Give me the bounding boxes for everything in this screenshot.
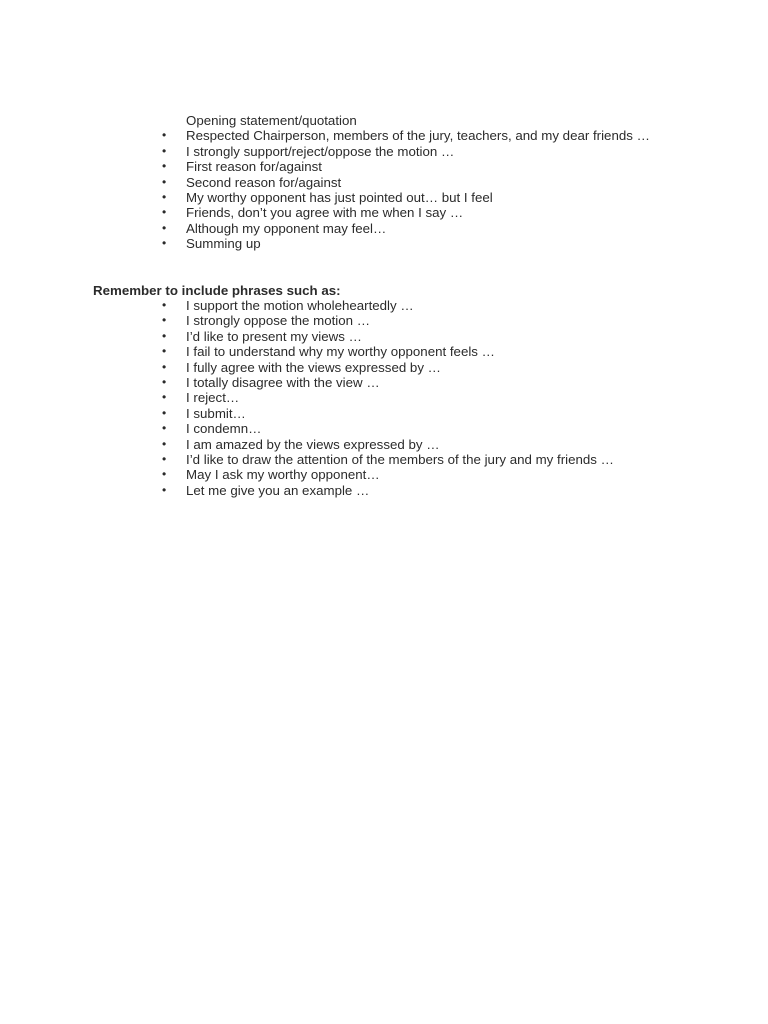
list-item-text: I totally disagree with the view …: [186, 375, 380, 391]
bullet: •: [162, 482, 167, 497]
list-item-text: I fully agree with the views expressed by …: [186, 359, 441, 375]
list-item: [162, 406, 682, 421]
bullet: •: [162, 220, 167, 235]
bullet: •: [162, 359, 167, 374]
list-item: [162, 483, 682, 498]
phrases-list: [162, 298, 682, 498]
list-item: [162, 452, 682, 467]
bullet: •: [162, 236, 167, 251]
list-item: [162, 175, 682, 190]
bullet: •: [162, 390, 167, 405]
bullet: •: [162, 328, 167, 343]
list-item: [162, 144, 682, 159]
bullet: •: [162, 436, 167, 451]
list-item: [162, 329, 682, 344]
list-item: [162, 205, 682, 220]
list-item: [162, 298, 682, 313]
list-item-text: Summing up: [186, 236, 261, 252]
list-item-text: Opening statement/quotation: [186, 113, 357, 128]
list-item: [162, 313, 682, 328]
list-item: [162, 360, 682, 375]
list-item-text: I condemn…: [186, 421, 262, 437]
list-item-text: I submit…: [186, 405, 246, 421]
list-item-text: May I ask my worthy opponent…: [186, 467, 380, 483]
list-item-text: I’d like to draw the attention of the members of the jury and my friends …: [186, 452, 614, 468]
bullet: •: [162, 421, 167, 436]
list-item: [162, 221, 682, 236]
bullet: •: [162, 313, 167, 328]
bullet: •: [162, 205, 167, 220]
list-item-text: I strongly oppose the motion …: [186, 313, 371, 329]
bullet: •: [162, 344, 167, 359]
bullet: •: [162, 159, 167, 174]
list-item: [162, 159, 682, 174]
list-item-text: Respected Chairperson, members of the jury, teachers, and my dear friends …: [186, 128, 650, 144]
list-item-text: First reason for/against: [186, 159, 322, 175]
bullet: •: [162, 298, 167, 312]
list-item: [162, 236, 682, 251]
bullet: •: [162, 190, 167, 205]
list-item: [162, 113, 682, 128]
list-item: [162, 390, 682, 405]
list-item-text: I fail to understand why my worthy opponent feels …: [186, 344, 495, 360]
list-item-text: I support the motion wholeheartedly …: [186, 298, 414, 313]
bullet: •: [162, 375, 167, 390]
list-item-text: Let me give you an example …: [186, 482, 370, 498]
bullet: •: [162, 174, 167, 189]
list-item: [162, 437, 682, 452]
list-item: [162, 190, 682, 205]
list-item: [162, 128, 682, 143]
list-item-text: Friends, don’t you agree with me when I say …: [186, 205, 464, 221]
list-item: [162, 467, 682, 482]
bullet: •: [162, 128, 167, 143]
bullet: •: [162, 452, 167, 467]
bullet: •: [162, 467, 167, 482]
list-item-text: My worthy opponent has just pointed out… but I feel: [186, 190, 493, 206]
list-item-text: I strongly support/reject/oppose the motion …: [186, 143, 455, 159]
section-heading: Remember to include phrases such as:: [93, 283, 341, 298]
list-item: [162, 421, 682, 436]
list-item: [162, 344, 682, 359]
list-item-text: Second reason for/against: [186, 174, 342, 190]
list-item-text: I reject…: [186, 390, 240, 406]
list-item: [162, 375, 682, 390]
list-item-text: I am amazed by the views expressed by …: [186, 436, 440, 452]
list-item-text: I’d like to present my views …: [186, 328, 362, 344]
bullet: •: [162, 405, 167, 420]
list-item-text: Although my opponent may feel…: [186, 220, 387, 236]
bullet: •: [162, 143, 167, 158]
speech-outline-list: [162, 113, 682, 252]
